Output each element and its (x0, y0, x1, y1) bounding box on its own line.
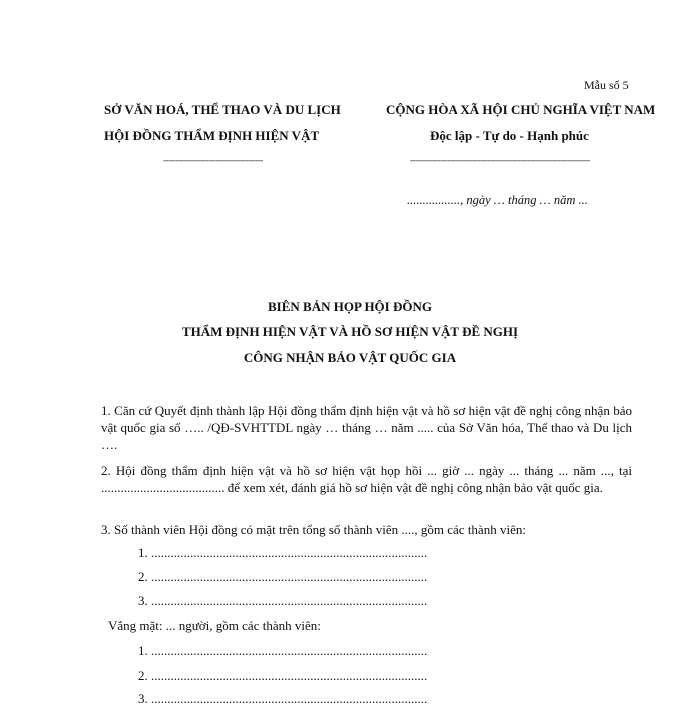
header-left-council: HỘI ĐỒNG THẨM ĐỊNH HIỆN VẬT (104, 128, 320, 143)
present-member-2: 2. ..................................................................................... (138, 569, 428, 584)
header-right-country: CỘNG HÒA XÃ HỘI CHỦ NGHĨA VIỆT NAM (386, 102, 656, 117)
header-left-agency: SỞ VĂN HOÁ, THỂ THAO VÀ DU LỊCH (104, 102, 341, 117)
absent-member-2: 2. ..................................................................................... (138, 668, 428, 683)
document-title-line-1: BIÊN BẢN HỌP HỘI ĐỒNG (268, 299, 432, 314)
header-left-separator: ---------------------------------------- (163, 155, 263, 165)
paragraph-1: 1. Căn cứ Quyết định thành lập Hội đồng thẩm định hiện vật và hồ sơ hiện vật đề nghị công nhận bảo vật quốc gia số ….. /QĐ-SVHTTDL ngày … tháng … năm ..... của Sở Văn hóa, Thể thao và Du lịch …. (101, 403, 632, 452)
present-member-3: 3. ..................................................................................... (138, 593, 428, 608)
header-right-motto: Độc lập - Tự do - Hạnh phúc (430, 128, 589, 143)
absent-line: Vắng mặt: ... người, gồm các thành viên: (108, 618, 321, 633)
header-right-separator: ------------------------------------------------------------------------ (410, 155, 590, 165)
absent-member-1: 1. ..................................................................................... (138, 643, 428, 658)
paragraph-3: 3. Số thành viên Hội đồng có mặt trên tổng số thành viên ...., gồm các thành viên: (101, 522, 526, 537)
present-member-1: 1. ..................................................................................... (138, 545, 428, 560)
absent-member-3: 3. ..................................................................................... (138, 691, 428, 706)
form-number: Mẫu số 5 (584, 78, 629, 92)
document-title-line-3: CÔNG NHẬN BẢO VẬT QUỐC GIA (243, 350, 457, 365)
document-title-line-2: THẨM ĐỊNH HIỆN VẬT VÀ HỒ SƠ HIỆN VẬT ĐỀ NGHỊ (181, 324, 519, 339)
date-line: ................., ngày … tháng … năm ... (407, 193, 588, 207)
paragraph-2: 2. Hội đồng thẩm định hiện vật và hồ sơ hiện vật họp hồi ... giờ ... ngày ... tháng ... năm ..., tại ...................................... để xem xét, đánh giá hồ sơ hiện vật đề nghị công nhận bảo vật quốc gia. (101, 463, 632, 495)
